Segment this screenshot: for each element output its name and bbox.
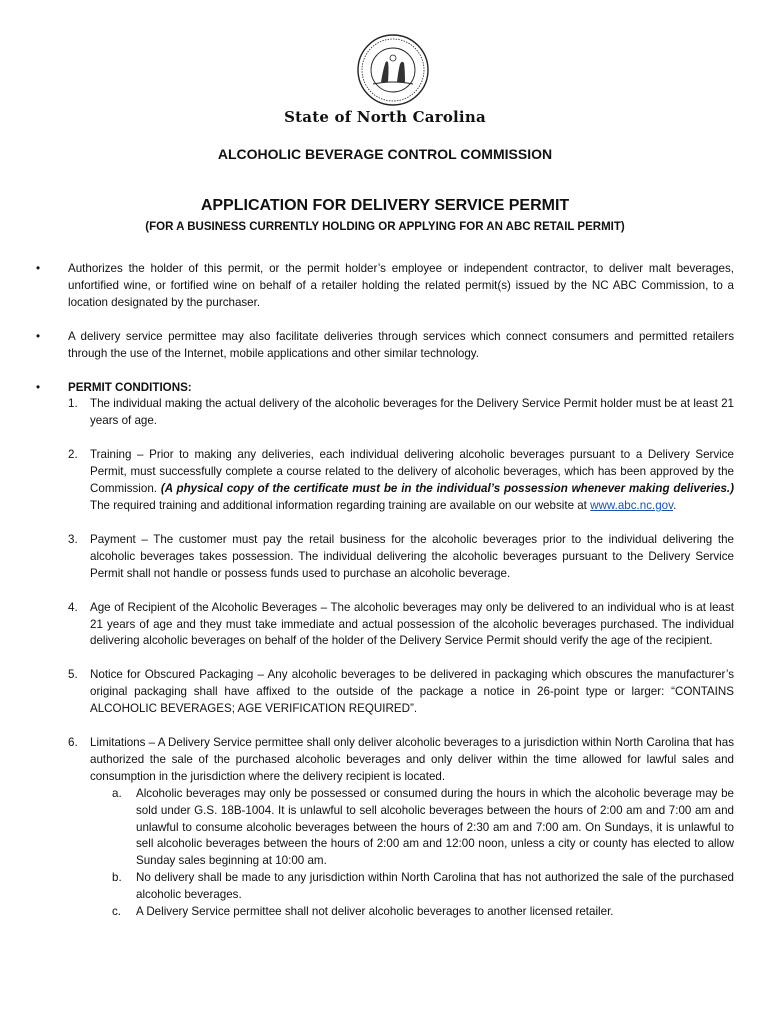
condition-item: [36, 735, 734, 786]
state-title: State of North Carolina: [284, 108, 486, 126]
condition-text-cont: The required training and additional information regarding training are available on our website at: [90, 498, 591, 512]
condition-item: [36, 667, 734, 718]
condition-item: [36, 532, 734, 583]
limitation-subitem: [36, 904, 734, 921]
condition-item: [36, 396, 734, 430]
subitem-letter: a.: [112, 786, 122, 800]
item-number: 4.: [68, 600, 78, 614]
bullet-icon: •: [36, 329, 41, 343]
item-number: 1.: [68, 397, 78, 411]
application-subtitle: (FOR A BUSINESS CURRENTLY HOLDING OR APPLYING FOR AN ABC RETAIL PERMIT): [145, 221, 625, 233]
item-number: 3.: [68, 532, 78, 546]
item-number: 5.: [68, 668, 78, 682]
item-number: 6.: [68, 736, 78, 750]
condition-text: The individual making the actual delivery of the alcoholic beverages for the Delivery Service Permit holder must be at least 21 years of age.: [90, 397, 734, 428]
condition-item: [36, 447, 734, 515]
bullet-icon: •: [36, 262, 41, 275]
state-seal-icon: [357, 34, 429, 106]
certificate-emphasis: (A physical copy of the certificate must be in the individual’s possession whenever making deliveries.): [160, 482, 734, 496]
conditions-heading-text: PERMIT CONDITIONS:: [68, 380, 192, 394]
condition-text-end: .: [673, 498, 677, 512]
limitation-subitem: [36, 870, 734, 904]
limitation-subitem: [36, 786, 734, 871]
condition-text: Age of Recipient of the Alcoholic Beverages – The alcoholic beverages may only be delivered to an individual who is at least 21 years of age and they must take immediate and actual possession of the alcoholic beverages purchased. The individual delivering alcoholic beverages on behalf of the holder of the Delivery Service Permit should verify the age of the recipient.: [90, 600, 734, 648]
bullet-icon: •: [36, 380, 41, 394]
subitem-letter: b.: [112, 871, 122, 885]
subitem-text: A Delivery Service permittee shall not deliver alcoholic beverages to another licensed retailer.: [136, 905, 614, 919]
item-number: 2.: [68, 448, 78, 462]
permit-conditions-heading: [36, 380, 734, 397]
bullet-item: [36, 329, 734, 363]
condition-text: Notice for Obscured Packaging – Any alcoholic beverages to be delivered in packaging which obscures the manufacturer’s original packaging shall have affixed to the outside of the package a notice in 26-point type or larger: “CONTAINS ALCOHOLIC BEVERAGES; AGE VERIFICATION REQUIRED”.: [90, 668, 734, 716]
commission-title: ALCOHOLIC BEVERAGE CONTROL COMMISSION: [217, 146, 553, 162]
condition-text: Limitations – A Delivery Service permittee shall only deliver alcoholic beverages to a jurisdiction within North Carolina that has authorized the sale of the purchased alcoholic beverages and only deliver within the time allowed for lawful sales and consumption in the jurisdiction where the delivery recipient is located.: [90, 736, 734, 783]
subitem-text: No delivery shall be made to any jurisdiction within North Carolina that has not authorized the sale of the purchased alcoholic beverages.: [136, 871, 734, 902]
application-title: APPLICATION FOR DELIVERY SERVICE PERMIT: [200, 197, 570, 214]
website-link[interactable]: www.abc.nc.gov: [590, 498, 674, 512]
subitem-text: Alcoholic beverages may only be possessed or consumed during the hours in which the alcoholic beverage may be sold under G.S. 18B-1004. It is unlawful to sell alcoholic beverages between the hours of 2:00 am and 7:00 am and unlawful to consume alcoholic beverages between the hours of 2:30 am and 7:00 am. On Sundays, it is unlawful to sell alcoholic beverages between the hours of 2:00 am and 12:00 noon, unless a city or county has elected to allow Sunday sales beginning at 10:00 am.: [136, 786, 734, 868]
bullet-text: A delivery service permittee may also facilitate deliveries through services which connect consumers and permitted retailers through the use of the Internet, mobile applications and other similar technology.: [68, 329, 734, 360]
document-body: [36, 261, 734, 921]
condition-text: Training – Prior to making any deliveries, each individual delivering alcoholic beverages pursuant to a Delivery Service Permit, must successfully complete a course related to the delivery of alcoholic beverages, which has been approved by the Commission.: [90, 448, 734, 496]
bullet-text: Authorizes the holder of this permit, or the permit holder’s employee or independent contractor, to deliver malt beverages, unfortified wine, or fortified wine on behalf of a retailer holding the related permit(s) issued by the NC ABC Commission, to a location designated by the purchaser.: [68, 262, 734, 309]
subitem-letter: c.: [112, 905, 122, 919]
condition-text: Payment – The customer must pay the retail business for the alcoholic beverages prior to the individual delivering the alcoholic beverages takes possession. The individual delivering the alcoholic beverages pursuant to the Delivery Service Permit shall not handle or possess funds used to purchase an alcoholic beverage.: [90, 532, 734, 580]
bullet-item: [36, 261, 734, 312]
condition-item: [36, 600, 734, 651]
